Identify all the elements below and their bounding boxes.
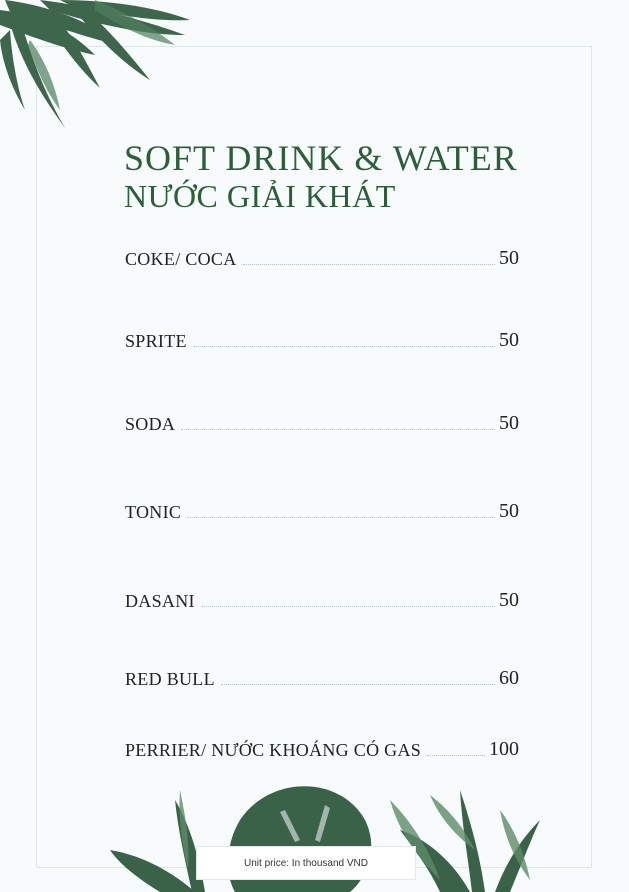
menu-item-name: RED BULL <box>125 669 215 689</box>
menu-item-name: PERRIER/ NƯỚC KHOÁNG CÓ GAS <box>125 740 422 760</box>
menu-item <box>125 739 519 761</box>
menu-item <box>125 413 519 435</box>
menu-item-name: TONIC <box>125 502 182 522</box>
dot-leader <box>187 517 495 518</box>
menu-item-price: 50 <box>499 589 519 611</box>
menu-item <box>125 501 519 523</box>
dot-leader <box>201 606 495 607</box>
menu-item-price: 50 <box>499 329 519 351</box>
menu-item-name: SPRITE <box>125 331 187 351</box>
unit-price-note: Unit price: In thousand VND <box>196 846 416 880</box>
menu-item <box>125 248 519 270</box>
dot-leader <box>243 264 495 265</box>
menu-item-name: COKE/ COCA <box>125 249 237 269</box>
menu-item-name: SODA <box>125 414 176 434</box>
menu-item <box>125 590 519 612</box>
dot-leader <box>181 429 495 430</box>
dot-leader <box>193 346 495 347</box>
menu-item-price: 60 <box>499 667 519 689</box>
menu-item-name: DASANI <box>125 591 195 611</box>
dot-leader <box>221 684 495 685</box>
palm-leaves-icon <box>0 0 200 135</box>
menu-item-price: 50 <box>499 500 519 522</box>
menu-item-price: 50 <box>499 247 519 269</box>
dot-leader <box>427 755 485 756</box>
menu-item <box>125 668 519 690</box>
menu-item-price: 50 <box>499 412 519 434</box>
menu-title-vietnamese: NƯỚC GIẢI KHÁT <box>124 178 396 214</box>
menu-item <box>125 330 519 352</box>
menu-title-english: SOFT DRINK & WATER <box>124 138 518 178</box>
menu-item-price: 100 <box>489 738 519 760</box>
